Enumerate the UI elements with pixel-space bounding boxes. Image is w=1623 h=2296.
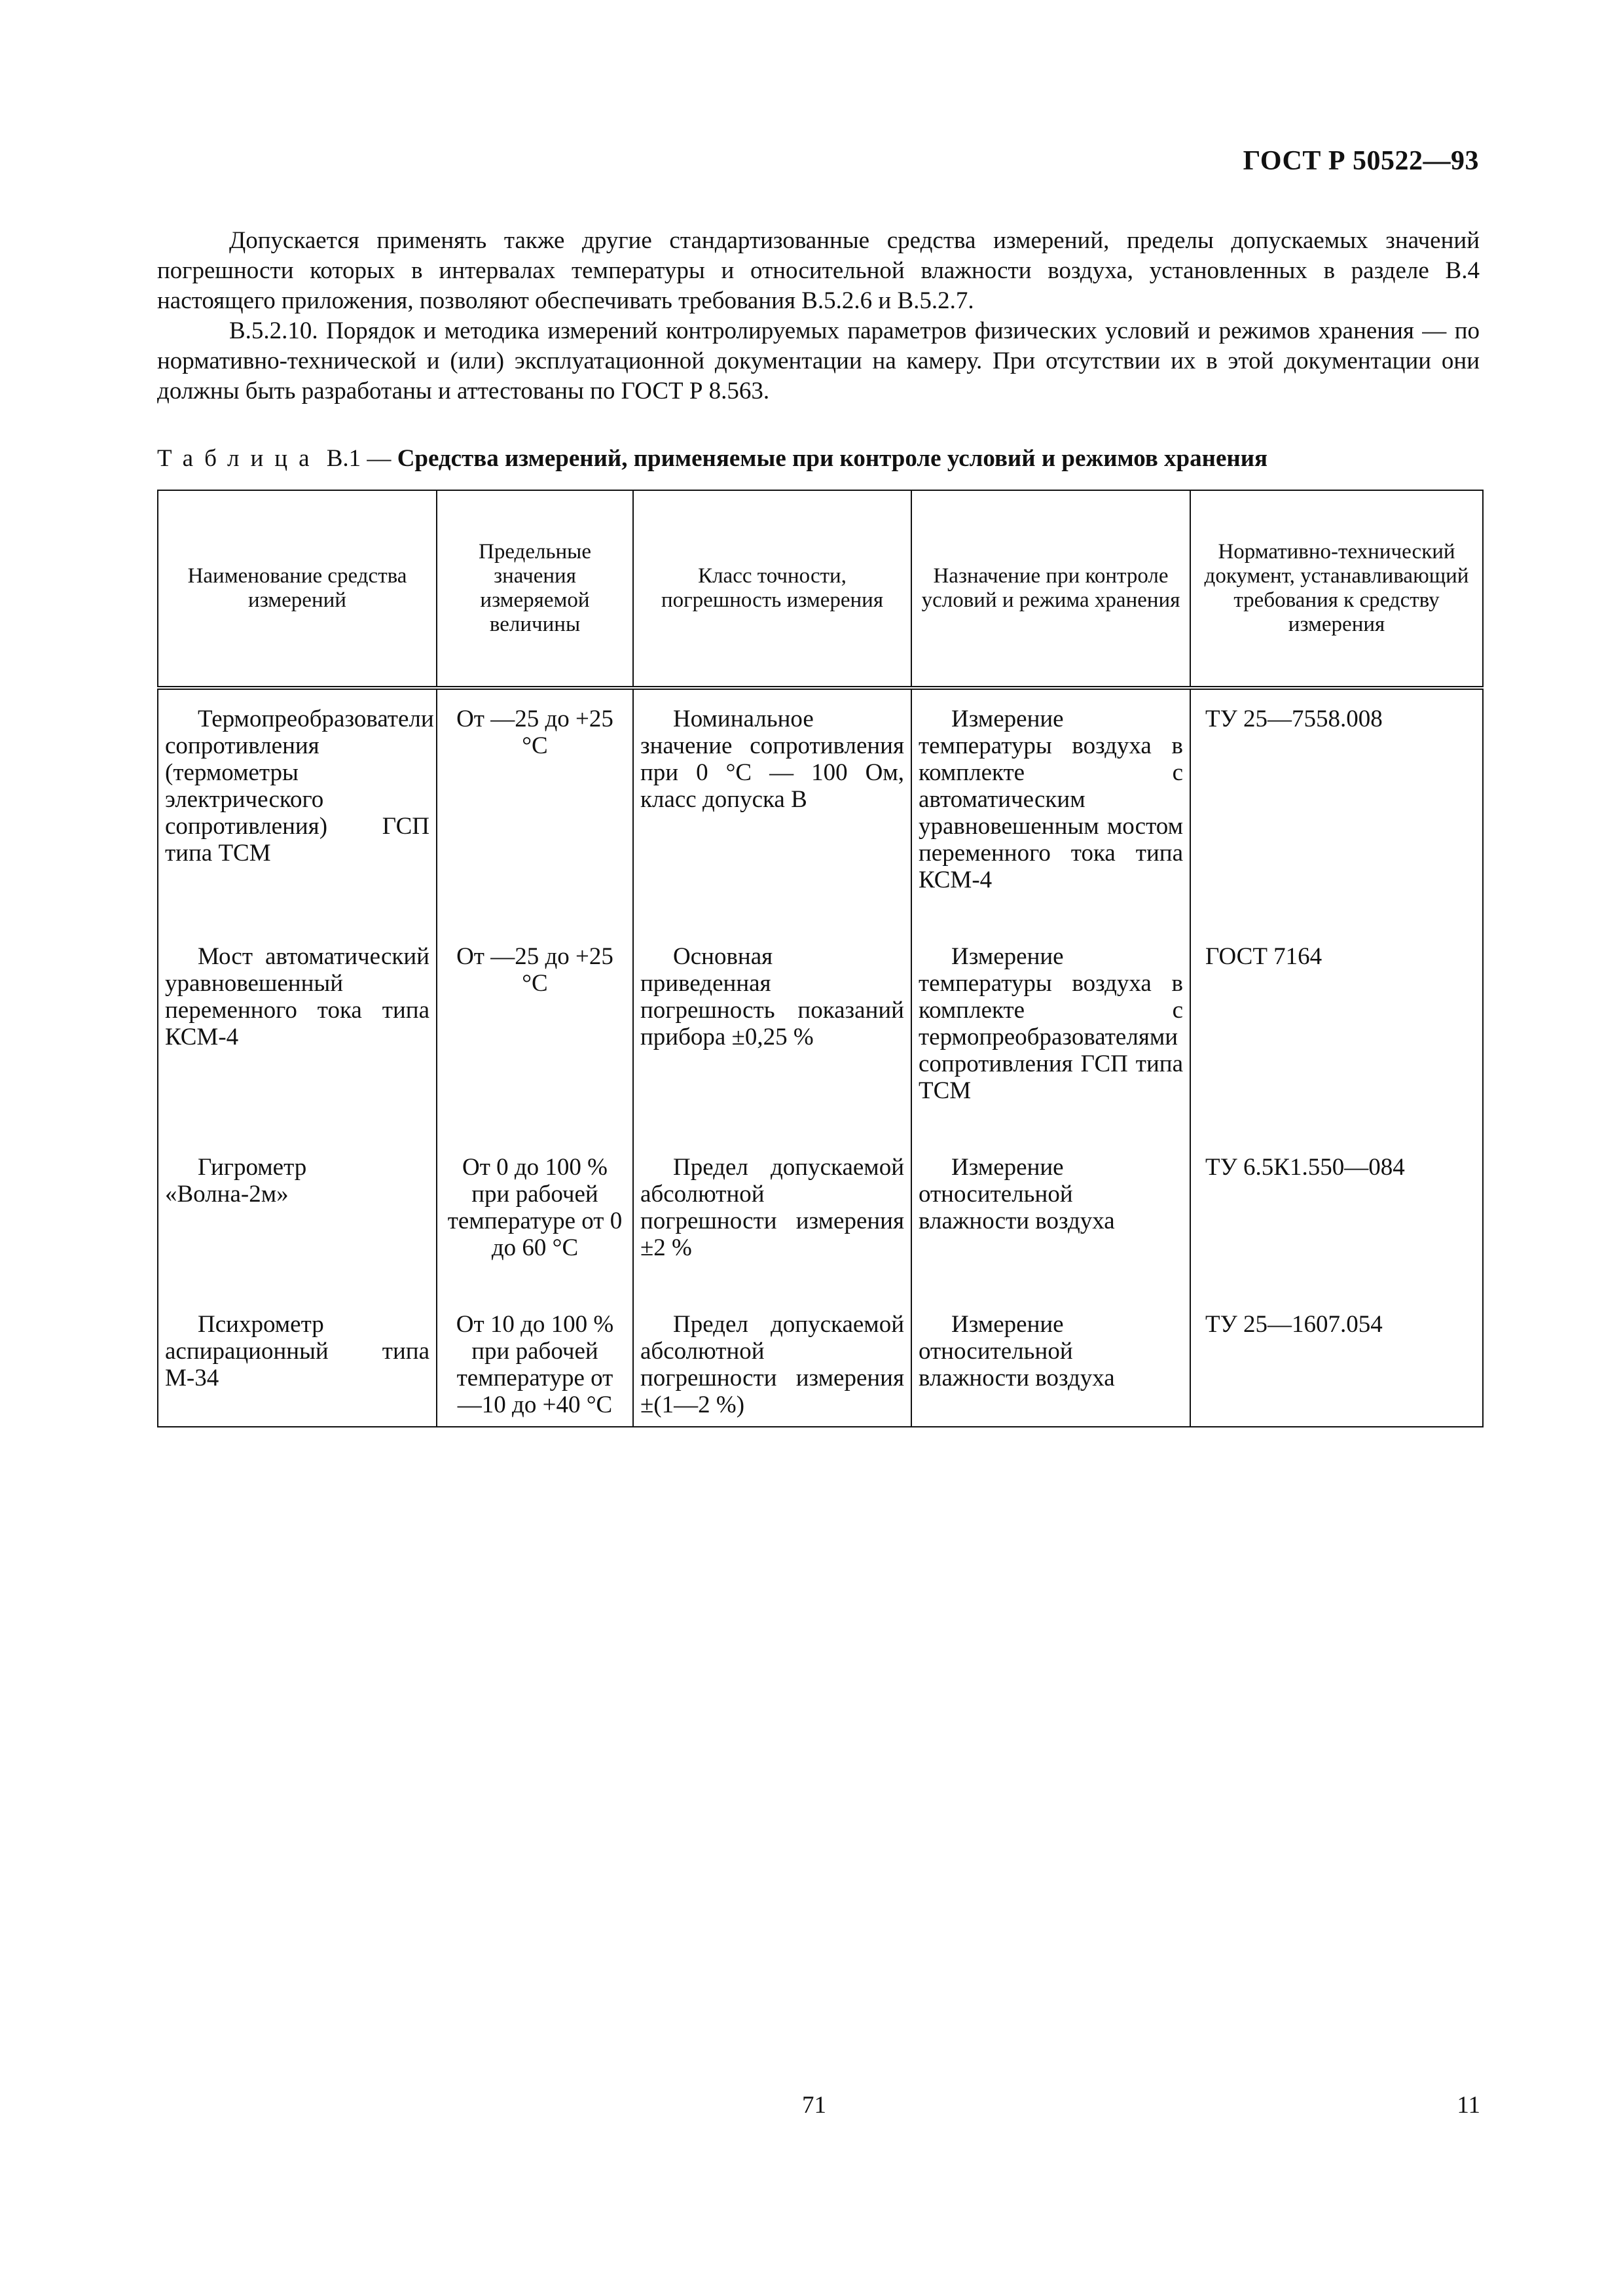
standard-designation: ГОСТ Р 50522—93 (1243, 146, 1479, 176)
table-row (158, 1138, 1483, 1295)
header-purpose: Назначение при контроле условий и режима хранения (911, 490, 1190, 688)
page-number: 71 (802, 2092, 826, 2119)
cell-name: Психрометр аспирационный типа М-34 (158, 1295, 437, 1427)
cell-accuracy: Номинальное значение сопротивления при 0 °С — 100 Ом, класс допуска В (633, 688, 911, 927)
cell-document: ТУ 25—1607.054 (1190, 1295, 1483, 1427)
cell-limits: От 10 до 100 % при рабочей температуре от —10 до +40 °С (437, 1295, 633, 1427)
cell-name: Термопреобразователи сопротивления (термометры электрического сопротивления) ГСП типа ТСМ (158, 688, 437, 927)
cell-purpose: Измерение относительной влажности воздуха (911, 1138, 1190, 1295)
intro-text (157, 226, 1480, 406)
header-accuracy: Класс точности, погрешность измерения (633, 490, 911, 688)
table-header-row (158, 490, 1483, 688)
cell-limits: От —25 до +25 °С (437, 927, 633, 1138)
measurement-instruments-table (157, 490, 1484, 1427)
header-document: Нормативно-технический документ, устанавливающий требования к средству измерения (1190, 490, 1483, 688)
cell-limits: От 0 до 100 % при рабочей температуре от 0 до 60 °С (437, 1138, 633, 1295)
table-row (158, 927, 1483, 1138)
header-limits: Предельные значения измеряемой величины (437, 490, 633, 688)
cell-document: ТУ 6.5К1.550—084 (1190, 1138, 1483, 1295)
cell-document: ТУ 25—7558.008 (1190, 688, 1483, 927)
table-caption-title: Средства измерений, применяемые при контроле условий и режимов хранения (397, 445, 1268, 472)
sheet-number: 11 (1457, 2092, 1480, 2119)
table-caption-prefix: Таблица (157, 445, 321, 472)
table-row (158, 1295, 1483, 1427)
cell-accuracy: Предел допускаемой абсолютной погрешности измерения ±2 % (633, 1138, 911, 1295)
intro-paragraph-1: Допускается применять также другие стандартизованные средства измерений, пределы допускаемых значений погрешности которых в интервалах температуры и относительной влажности воздуха, установленных в разделе В.4 настоящего приложения, позволяют обеспечивать требования В.5.2.6 и В.5.2.7. (157, 227, 1480, 314)
table-caption (157, 444, 1493, 474)
table-row (158, 688, 1483, 927)
cell-purpose: Измерение температуры воздуха в комплекте с термопреобразователями сопротивления ГСП типа ТСМ (911, 927, 1190, 1138)
table-caption-number: В.1 — (326, 445, 392, 472)
cell-accuracy: Предел допускаемой абсолютной погрешности измерения ±(1—2 %) (633, 1295, 911, 1427)
intro-paragraph-2: В.5.2.10. Порядок и методика измерений контролируемых параметров физических условий и режимов хранения — по нормативно-технической и (или) эксплуатационной документации на камеру. При отсутствии их в этой документации они должны быть разработаны и аттестованы по ГОСТ Р 8.563. (157, 317, 1480, 404)
cell-accuracy: Основная приведенная погрешность показаний прибора ±0,25 % (633, 927, 911, 1138)
cell-purpose: Измерение температуры воздуха в комплекте с автоматическим уравновешенным мостом переменного тока типа КСМ-4 (911, 688, 1190, 927)
header-name: Наименование средства измерений (158, 490, 437, 688)
cell-limits: От —25 до +25 °С (437, 688, 633, 927)
cell-purpose: Измерение относительной влажности воздуха (911, 1295, 1190, 1427)
cell-document: ГОСТ 7164 (1190, 927, 1483, 1138)
cell-name: Гигрометр «Волна-2м» (158, 1138, 437, 1295)
cell-name: Мост автоматический уравновешенный переменного тока типа КСМ-4 (158, 927, 437, 1138)
